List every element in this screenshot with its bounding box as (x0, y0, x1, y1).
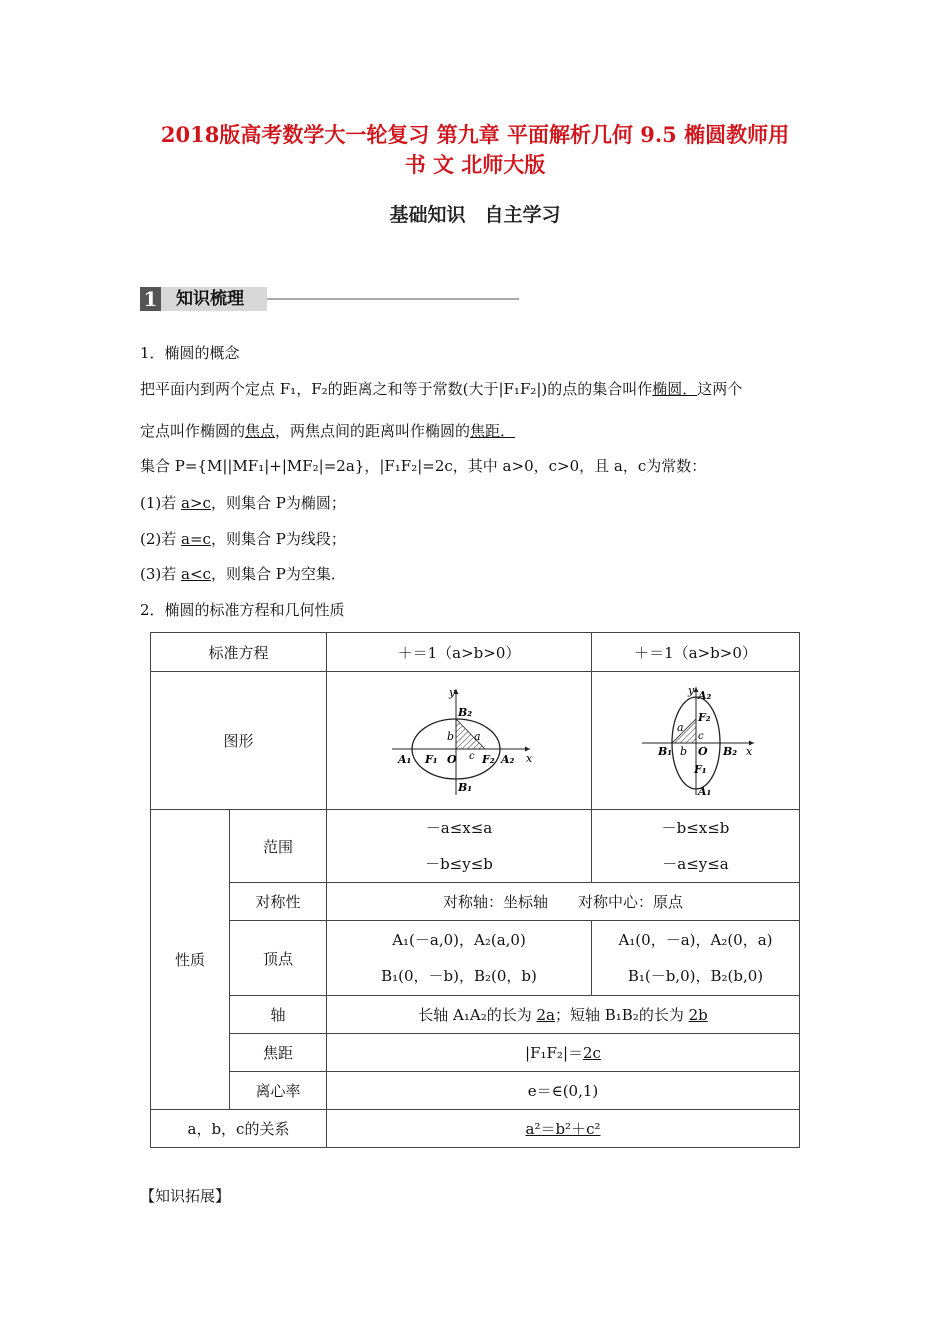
figure-horizontal-ellipse (327, 672, 592, 810)
fig1-B1: B₁ (458, 780, 473, 794)
fig2-O: O (697, 744, 708, 758)
case1-condition: a>c (181, 494, 211, 512)
row-label-range: 范围 (230, 810, 327, 883)
abc-relation-formula: a²＝b²＋c² (525, 1120, 601, 1138)
vertical-ellipse-diagram (636, 685, 756, 797)
vertices-vertical-A: A₁(0，－a)，A₂(0，a) (618, 931, 773, 949)
fig1-F2: F₂ (482, 752, 495, 766)
horizontal-ellipse-diagram (384, 685, 534, 797)
focal-distance-value (327, 1034, 800, 1072)
axis-major-prefix: 长轴 A₁A₂的长为 (418, 1006, 537, 1024)
axis-minor-value: 2b (688, 1006, 708, 1024)
row-label-properties: 性质 (151, 810, 230, 1110)
case-3 (140, 564, 346, 584)
abc-relation-value (327, 1110, 800, 1148)
fig2-y-label: y (687, 684, 694, 697)
knowledge-extension-heading: 【知识拓展】 (140, 1187, 231, 1205)
para2-text-b: ，两焦点间的距离叫作椭圆的 (275, 422, 471, 440)
row-label-symmetry: 对称性 (230, 883, 327, 921)
section-subtitle: 基础知识 自主学习 (389, 204, 561, 226)
case1-suffix: ，则集合 P为椭圆； (210, 494, 346, 512)
range-vertical-y: －a≤y≤a (662, 855, 729, 873)
row-label-abc-relation: a，b，c的关系 (151, 1110, 327, 1148)
fig2-B1: B₁ (657, 744, 672, 758)
fig2-A1: A₁ (697, 784, 711, 797)
header-standard-equation: 标准方程 (151, 633, 327, 672)
eccentricity-value: e＝∈(0,1) (327, 1072, 800, 1110)
fig1-b: b (447, 729, 455, 743)
fig1-O: O (447, 752, 457, 766)
fig2-b: b (679, 744, 687, 758)
doc-title-line1: 2018版高考数学大一轮复习 第九章 平面解析几何 9.5 椭圆教师用 (160, 122, 790, 147)
fig2-F2: F₂ (697, 710, 711, 724)
figure-vertical-ellipse (592, 672, 800, 810)
set-definition: 集合 P={M||MF₁|+|MF₂|=2a}，|F₁F₂|=2c，其中 a>0，c>0，且 a，c为常数： (140, 457, 707, 475)
term-ellipse: 椭圆． (652, 380, 698, 398)
vertices-horizontal-B: B₁(0，－b)，B₂(0，b) (381, 967, 537, 985)
header-equation-vertical: ＋＝1（a>b>0） (592, 633, 800, 672)
range-vertical (592, 810, 800, 883)
case2-condition: a=c (181, 530, 211, 548)
fig2-F1: F₁ (693, 762, 707, 776)
case2-suffix: ，则集合 P为线段； (210, 530, 346, 548)
fig2-a: a (676, 720, 684, 734)
paragraph-definition-line2 (140, 421, 515, 441)
range-horizontal-x: －a≤x≤a (425, 819, 493, 837)
vertices-horizontal (327, 921, 592, 996)
case-1 (140, 493, 346, 513)
fig2-B2: B₂ (722, 744, 737, 758)
item1-heading: 1．椭圆的概念 (140, 344, 240, 362)
symmetry-value: 对称轴：坐标轴 对称中心：原点 (327, 883, 800, 921)
fig1-x-label: x (526, 751, 533, 765)
range-horizontal-y: －b≤y≤b (425, 855, 493, 873)
term-focal-distance: 焦距． (470, 422, 516, 440)
row-label-figure: 图形 (151, 672, 327, 810)
section-divider (267, 298, 519, 300)
fig2-c: c (697, 730, 704, 742)
case3-suffix: ，则集合 P为空集． (210, 565, 346, 583)
item2-heading: 2．椭圆的标准方程和几何性质 (140, 601, 345, 619)
fig1-B2: B₂ (458, 705, 473, 719)
axis-minor-prefix: ；短轴 B₁B₂的长为 (554, 1006, 689, 1024)
header-equation-horizontal: ＋＝1（a>b>0） (327, 633, 592, 672)
axis-value (327, 996, 800, 1034)
vertices-vertical (592, 921, 800, 996)
term-focus: 焦点 (245, 422, 276, 440)
row-label-focal-distance: 焦距 (230, 1034, 327, 1072)
range-vertical-x: －b≤x≤b (661, 819, 730, 837)
para1-text-b: 这两个 (697, 380, 743, 398)
case-2 (140, 529, 346, 549)
row-label-vertex: 顶点 (230, 921, 327, 996)
vertices-vertical-B: B₁(－b,0)，B₂(b,0) (627, 967, 764, 985)
fig1-y-label: y (449, 685, 456, 699)
fig1-F1: F₁ (425, 752, 438, 766)
para1-text-a: 把平面内到两个定点 F₁，F₂的距离之和等于常数(大于|F₁F₂|)的点的集合叫作 (140, 380, 653, 398)
fig2-x-label: x (745, 744, 752, 758)
doc-title-line2: 书 文 北师大版 (404, 152, 546, 177)
section-number: 1 (140, 287, 161, 311)
row-label-eccentricity: 离心率 (230, 1072, 327, 1110)
fig2-A2: A₂ (697, 688, 711, 702)
case2-prefix: (2)若 (140, 530, 182, 548)
focal-prefix: |F₁F₂|＝ (525, 1044, 583, 1062)
focal-value: 2c (583, 1044, 601, 1062)
fig1-c: c (469, 750, 475, 762)
fig1-A1: A₁ (398, 752, 412, 766)
axis-major-value: 2a (536, 1006, 555, 1024)
case3-prefix: (3)若 (140, 565, 182, 583)
row-label-axis: 轴 (230, 996, 327, 1034)
section-label: 知识梳理 (176, 289, 244, 309)
vertices-horizontal-A: A₁(－a,0)，A₂(a,0) (392, 931, 526, 949)
paragraph-definition-line1 (140, 379, 742, 399)
fig1-A2: A₂ (501, 752, 515, 766)
para2-text-a: 定点叫作椭圆的 (140, 422, 246, 440)
case3-condition: a<c (181, 565, 211, 583)
fig1-a: a (474, 729, 481, 743)
range-horizontal (327, 810, 592, 883)
ellipse-properties-table (150, 632, 800, 1148)
case1-prefix: (1)若 (140, 494, 182, 512)
